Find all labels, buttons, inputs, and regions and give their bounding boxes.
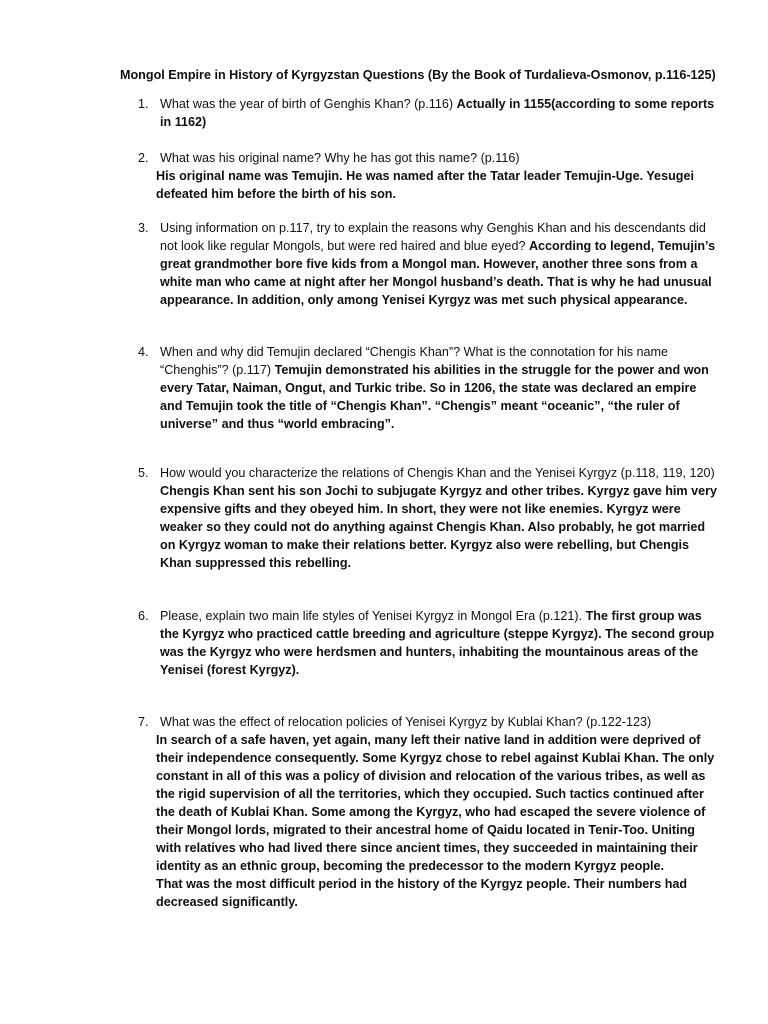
question-number: 6.	[138, 609, 149, 623]
question-text: When and why did Temujin declared “Chengis Khan”? What is the connotation for his name “Chenghis”? (p.117)	[160, 345, 668, 377]
question-body	[160, 343, 718, 433]
question-item-3	[138, 219, 718, 309]
answer-text: Temujin demonstrated his abilities in the struggle for the power and won every Tatar, Naiman, Ongut, and Turkic tribe. So in 1206, the state was declared an empire and Temujin took the title of “Chengis Khan”. “Chengis” meant “oceanic”, “the ruler of universe” and thus “world embracing”.	[160, 363, 709, 431]
question-text: What was the year of birth of Genghis Khan? (p.116)	[160, 97, 454, 111]
question-item-7	[138, 713, 718, 731]
question-body	[160, 464, 718, 572]
question-text: Using information on p.117, try to explain the reasons why Genghis Khan and his descendants did not look like regular Mongols, but were red haired and blue eyed?	[160, 221, 706, 253]
answer-text: The first group was the Kyrgyz who practiced cattle breeding and agriculture (steppe Kyrgyz). The second group was the Kyrgyz who were herdsmen and hunters, inhabiting the mountainous areas of the Yenisei (forest Kyrgyz).	[160, 609, 715, 677]
question-text: Please, explain two main life styles of Yenisei Kyrgyz in Mongol Era (p.121).	[160, 609, 583, 623]
question-number: 7.	[138, 715, 149, 729]
question-body	[160, 219, 718, 309]
question-text: What was his original name? Why he has got this name? (p.116)	[160, 151, 520, 165]
page-title: Mongol Empire in History of Kyrgyzstan Questions (By the Book of Turdalieva-Osmonov, p.116-125)	[120, 68, 716, 82]
answer-text: Actually in 1155(according to some reports in 1162)	[160, 97, 715, 129]
question-body	[160, 95, 718, 131]
answer-text: Chengis Khan sent his son Jochi to subjugate Kyrgyz and other tribes. Kyrgyz gave him very expensive gifts and they obeyed him. In short, they were not like enemies. Kyrgyz were weaker so they could not do anything against Chengis Khan. Also probably, he got married on Kyrgyz woman to make their relations better. Kyrgyz also were rebelling, but Chengis Khan suppressed this rebelling.	[160, 484, 718, 570]
question-item-6	[138, 607, 718, 679]
answer-text: In search of a safe haven, yet again, many left their native land in addition were deprived of their independence consequently. Some Kyrgyz chose to rebel against Kublai Khan. The only constant in all of this was a policy of division and relocation of the various tribes, as well as the rigid supervision of all the territories, which they occupied. Such tactics continued after the death of Kublai Khan. Some among the Kyrgyz, who had escaped the severe violence of their Mongol lords, migrated to their ancestral home of Qaidu located in Tenir-Too. Uniting with relatives who had lived there since ancient times, they succeeded in maintaining their identity as an ethnic group, becoming the predecessor to the modern Kyrgyz people.	[156, 733, 715, 873]
answer-text: His original name was Temujin. He was named after the Tatar leader Temujin-Uge. Yesugei defeated him before the birth of his son.	[156, 169, 694, 201]
answer-text: According to legend, Temujin’s great grandmother bore five kids from a Mongol man. However, another three sons from a white man who came at night after her Mongol husband’s death. That is why he had unusual appearance. In addition, only among Yenisei Kyrgyz was met such physical appearance.	[160, 239, 716, 307]
question-number: 2.	[138, 151, 149, 165]
answer-block-2	[156, 167, 716, 203]
question-text: What was the effect of relocation policies of Yenisei Kyrgyz by Kublai Khan? (p.122-123)	[160, 715, 652, 729]
answer-conclusion: That was the most difficult period in the history of the Kyrgyz people. Their numbers had decreased significantly.	[156, 877, 688, 909]
question-item-2	[138, 149, 718, 167]
question-item-5	[138, 464, 718, 572]
question-item-1	[138, 95, 718, 131]
question-item-4	[138, 343, 718, 433]
question-text: How would you characterize the relations of Chengis Khan and the Yenisei Kyrgyz (p.118, 119, 120)	[160, 466, 715, 480]
question-number: 1.	[138, 97, 149, 111]
question-number: 4.	[138, 345, 149, 359]
question-body	[160, 607, 718, 679]
question-number: 3.	[138, 221, 149, 235]
answer-block-7	[156, 731, 722, 911]
question-number: 5.	[138, 466, 149, 480]
